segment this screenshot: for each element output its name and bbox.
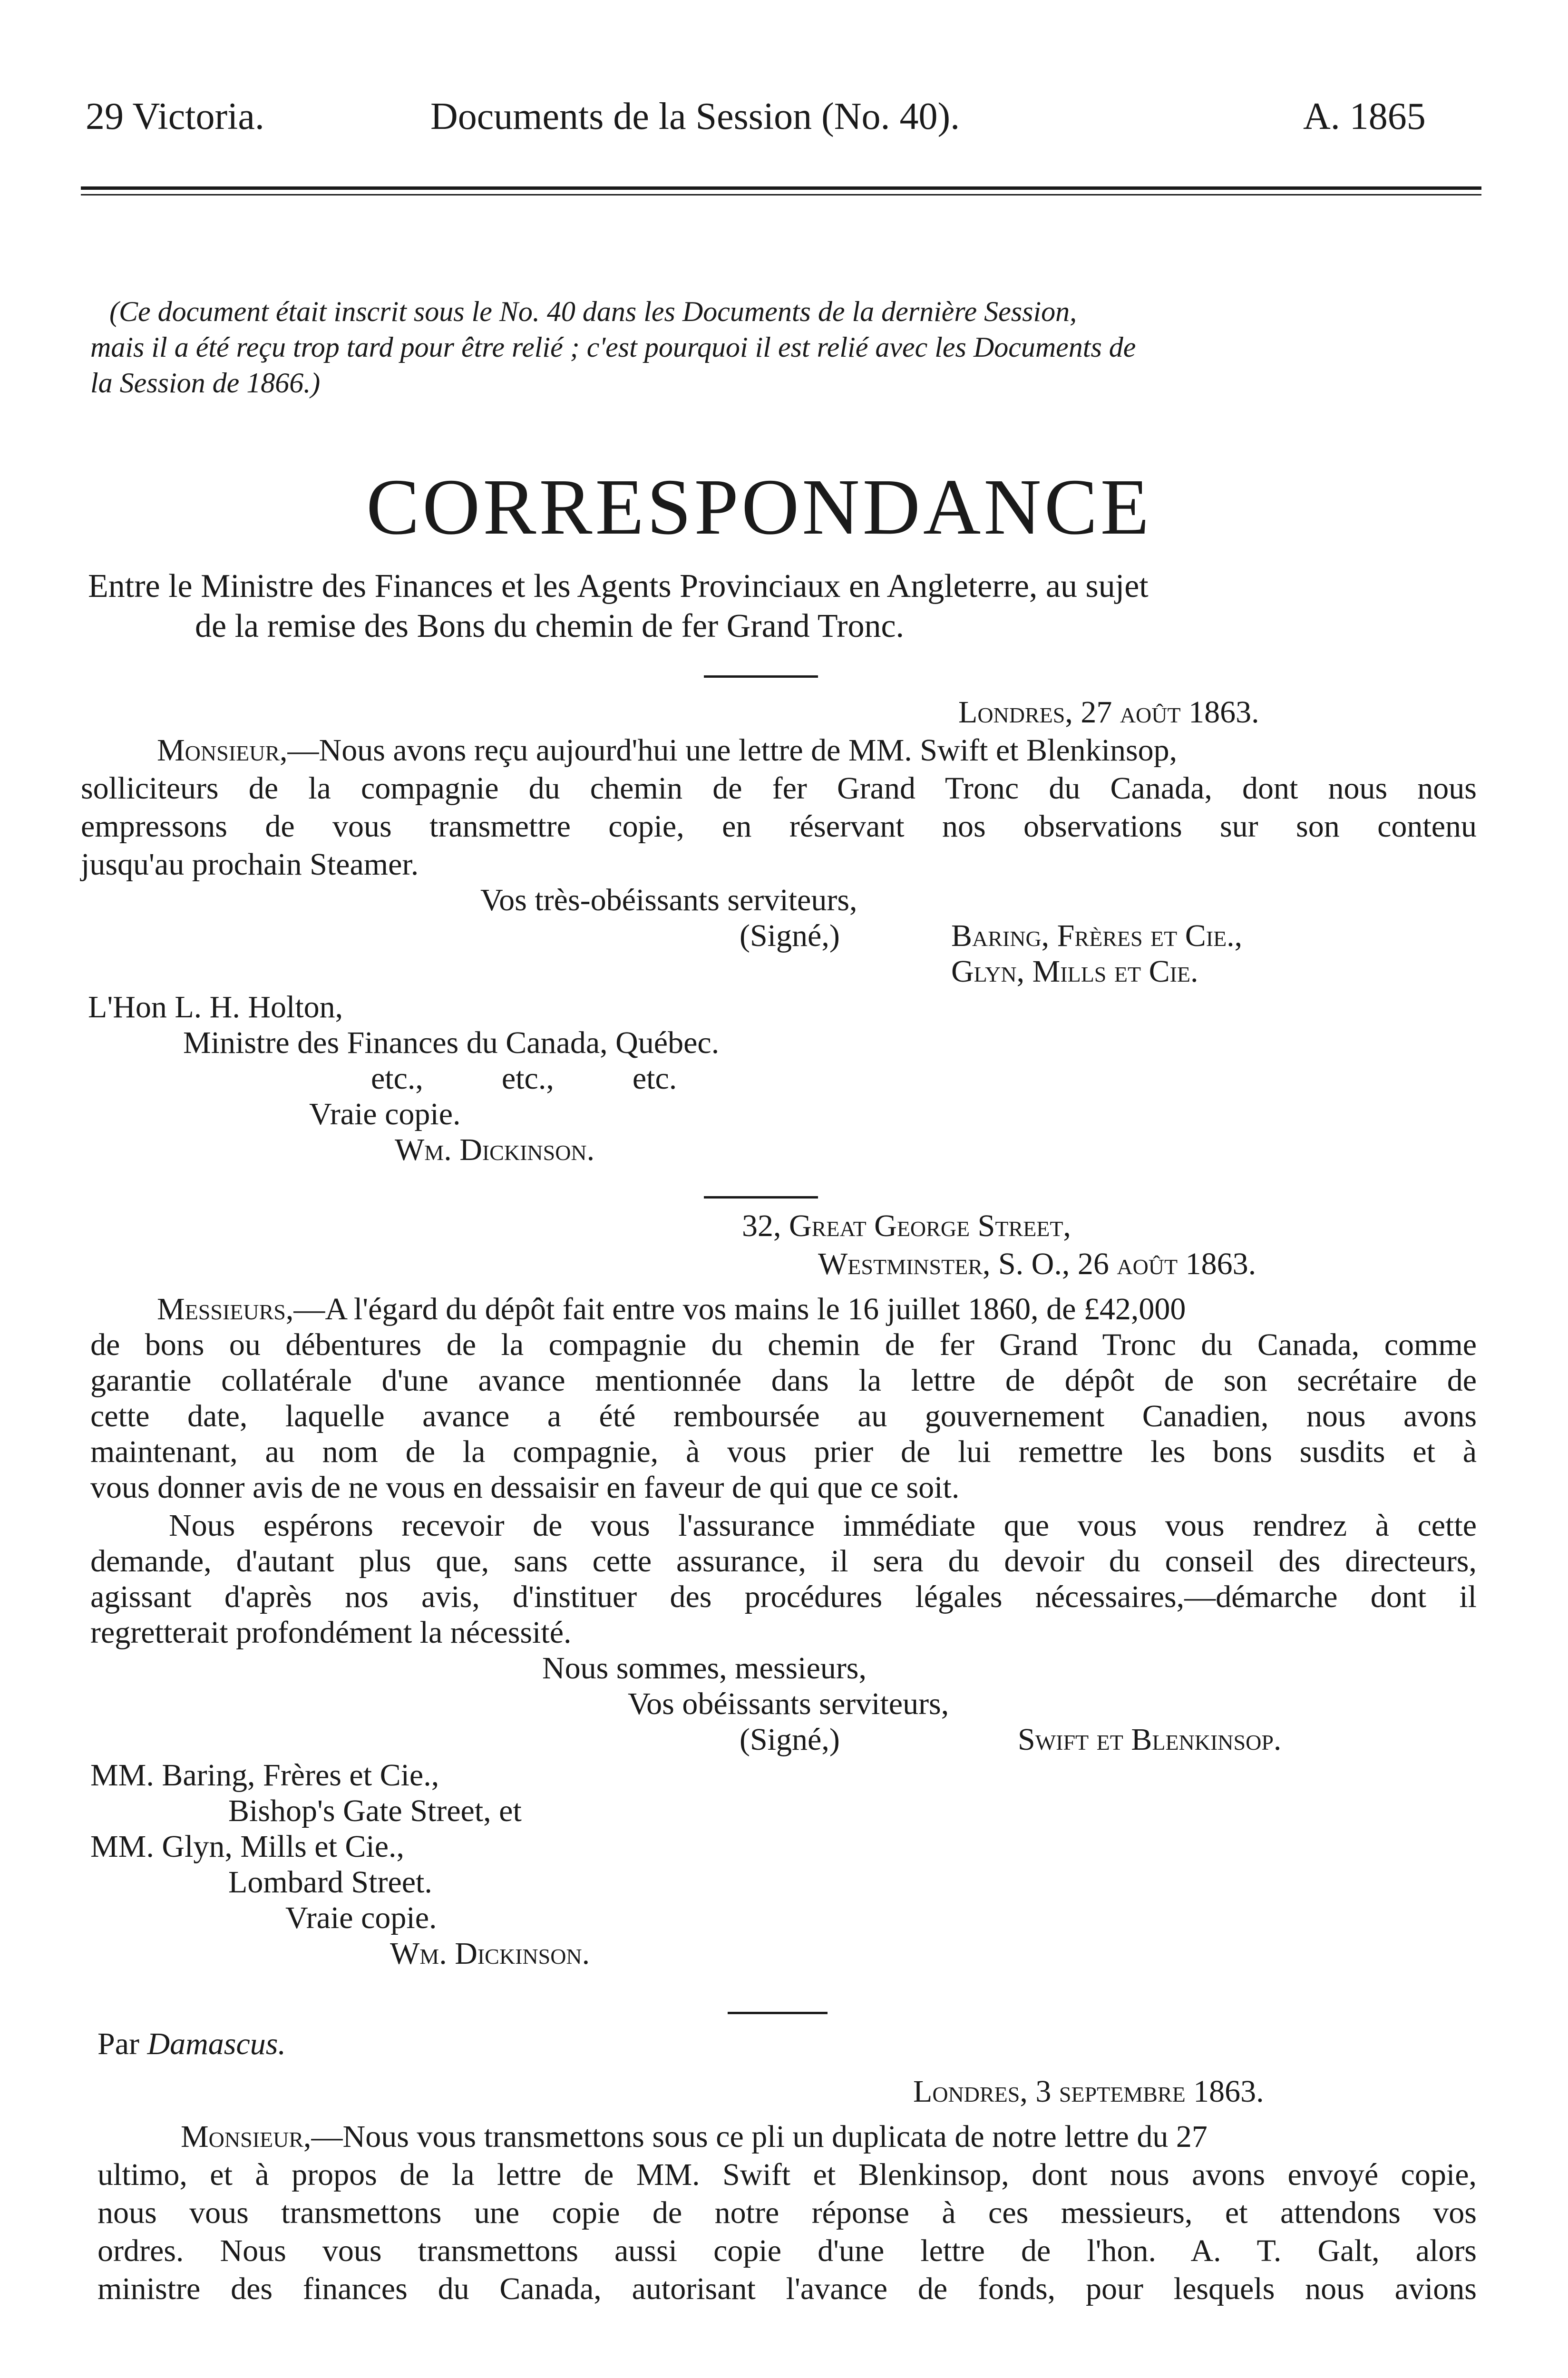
letter3-via-ship: Damascus. [147, 2027, 286, 2061]
letter3-line: ultimo, et à propos de la lettre de MM. Swift et Blenkinsop, dont nous avons envoyé copie, [97, 2157, 1477, 2192]
letter2-addressee: Lombard Street. [228, 1865, 432, 1900]
letter1-line: empressons de vous transmettre copie, en réservant nos observations sur son contenu [81, 809, 1477, 844]
letter1-line1-text: —Nous avons reçu aujourd'hui une lettre de MM. Swift et Blenkinsop, [287, 733, 1178, 768]
letter2-line1-text: —A l'égard du dépôt fait entre vos mains le 16 juillet 1860, de £42,000 [293, 1292, 1186, 1326]
letter2-line: vous donner avis de ne vous en dessaisir en faveur de qui que ce soit. [90, 1470, 960, 1505]
letter1-closing: Vos très-obéissants serviteurs, [480, 883, 857, 917]
separator-rule [704, 1196, 818, 1199]
letter2-copy: Vraie copie. [285, 1900, 437, 1935]
letter2-signature: Swift et Blenkinsop. [1018, 1722, 1282, 1757]
letter2-closing: Vos obéissants serviteurs, [628, 1686, 949, 1721]
letter2-line: Nous espérons recevoir de vous l'assurance immédiate que vous vous rendrez à cette [169, 1508, 1477, 1543]
letter2-addressee: Bishop's Gate Street, et [228, 1793, 522, 1828]
letter2-line: demande, d'autant plus que, sans cette assurance, il sera du devoir du conseil des directeurs, [90, 1544, 1477, 1579]
letter2-copy-signature: Wm. Dickinson. [390, 1936, 590, 1971]
letter1-signature: Glyn, Mills et Cie. [951, 954, 1198, 989]
letter2-address: Westminster, S. O., 26 août 1863. [818, 1247, 1256, 1281]
letter3-line1-text: —Nous vous transmettons sous ce pli un duplicata de notre lettre du 27 [311, 2119, 1208, 2154]
note-line: mais il a été reçu trop tard pour être relié ; c'est pourquoi il est relié avec les Documents de [90, 331, 1136, 363]
letter2-line: garantie collatérale d'une avance mentionnée dans la lettre de dépôt de son secrétaire de [90, 1363, 1477, 1398]
letter3-via-prefix: Par [97, 2027, 147, 2061]
letter2-signed: (Signé,) [740, 1722, 840, 1757]
header-rule-thick [81, 186, 1481, 190]
letter1-line: jusqu'au prochain Steamer. [81, 847, 419, 882]
subtitle-line: Entre le Ministre des Finances et les Agents Provinciaux en Angleterre, au sujet [88, 568, 1149, 604]
letter1-addressee: L'Hon L. H. Holton, [88, 990, 343, 1024]
note-line: la Session de 1866.) [90, 367, 321, 399]
letter1-dateline: Londres, 27 août 1863. [958, 695, 1259, 730]
letter1-etc: etc., etc., etc. [371, 1061, 677, 1096]
letter1-signed: (Signé,) [740, 918, 840, 953]
letter2-line: cette date, laquelle avance a été remboursée au gouvernement Canadien, nous avons [90, 1399, 1477, 1433]
letter1-line: solliciteurs de la compagnie du chemin de fer Grand Tronc du Canada, dont nous nous [81, 771, 1477, 806]
note-line: (Ce document était inscrit sous le No. 40 dans les Documents de la dernière Session, [109, 296, 1077, 327]
letter2-addressee: MM. Baring, Frères et Cie., [90, 1758, 439, 1793]
document-title: CORRESPONDANCE [366, 463, 1152, 551]
letter3-via [97, 2028, 286, 2060]
letter2-line: agissant d'après nos avis, d'instituer des procédures légales nécessaires,—démarche dont il [90, 1579, 1477, 1614]
header-rule-thin [81, 194, 1481, 195]
letter1-line-1 [157, 735, 1477, 766]
letter1-copy-signature: Wm. Dickinson. [395, 1132, 595, 1167]
header-center: Documents de la Session (No. 40). [430, 96, 960, 137]
header-left: 29 Victoria. [86, 96, 264, 137]
letter3-line-1 [181, 2121, 1477, 2153]
letter2-salutation: Messieurs, [157, 1292, 294, 1326]
letter3-line: ordres. Nous vous transmettons aussi copie d'une lettre de l'hon. A. T. Galt, alors [97, 2233, 1477, 2268]
letter1-salutation: Monsieur, [157, 733, 288, 768]
letter1-copy: Vraie copie. [309, 1097, 461, 1131]
letter2-line: maintenant, au nom de la compagnie, à vous prier de lui remettre les bons susdits et à [90, 1434, 1477, 1469]
letter2-closing: Nous sommes, messieurs, [542, 1651, 867, 1686]
letter1-signature: Baring, Frères et Cie., [951, 918, 1243, 953]
letter2-line: de bons ou débentures de la compagnie du chemin de fer Grand Tronc du Canada, comme [90, 1327, 1477, 1362]
separator-rule [728, 2012, 828, 2014]
letter1-addressee: Ministre des Finances du Canada, Québec. [183, 1025, 720, 1060]
letter2-address: 32, Great George Street, [742, 1208, 1071, 1243]
letter3-line: nous vous transmettons une copie de notre réponse à ces messieurs, et attendons vos [97, 2195, 1477, 2230]
letter2-line-1 [157, 1294, 1477, 1325]
separator-rule [704, 675, 818, 678]
letter3-dateline: Londres, 3 septembre 1863. [913, 2074, 1264, 2109]
letter3-line: ministre des finances du Canada, autorisant l'avance de fonds, pour lesquels nous avions [97, 2271, 1477, 2306]
letter3-salutation: Monsieur, [181, 2119, 312, 2154]
subtitle-line: de la remise des Bons du chemin de fer Grand Tronc. [195, 608, 905, 644]
letter2-line: regretterait profondément la nécessité. [90, 1615, 572, 1650]
letter2-addressee: MM. Glyn, Mills et Cie., [90, 1829, 405, 1864]
header-right: A. 1865 [1303, 96, 1426, 137]
